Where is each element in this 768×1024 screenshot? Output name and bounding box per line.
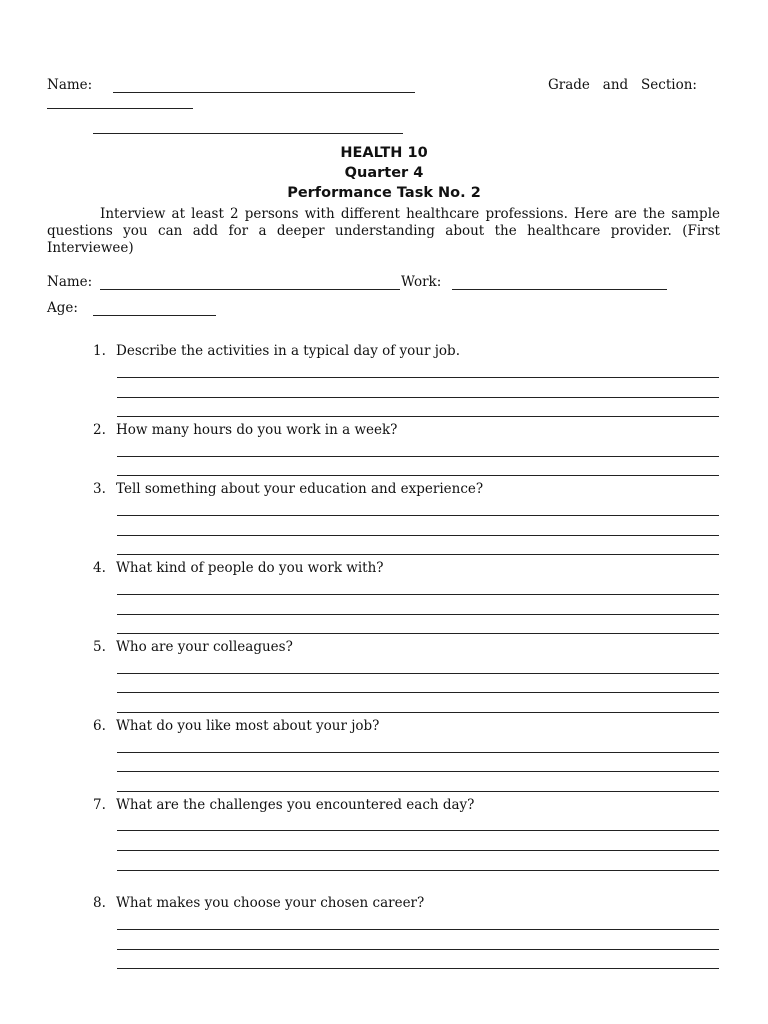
question-text: How many hours do you work in a week?: [116, 422, 398, 438]
question-number: 6.: [93, 718, 106, 734]
answer-line[interactable]: [117, 614, 719, 615]
question-text: What makes you choose your chosen career?: [116, 895, 425, 911]
question-text: Describe the activities in a typical day of your job.: [116, 343, 460, 359]
answer-line[interactable]: [117, 397, 719, 398]
answer-line[interactable]: [117, 594, 719, 595]
question-item: [93, 797, 474, 813]
question-number: 2.: [93, 422, 106, 438]
answer-line[interactable]: [117, 554, 719, 555]
subject-title: HEALTH 10: [340, 145, 428, 161]
question-number: 1.: [93, 343, 106, 359]
answer-line[interactable]: [117, 377, 719, 378]
question-number: 8.: [93, 895, 106, 911]
question-item: [93, 718, 379, 734]
name-field[interactable]: [113, 92, 415, 93]
answer-line[interactable]: [117, 850, 719, 851]
quarter-title: Quarter 4: [344, 165, 424, 181]
work-field[interactable]: [452, 289, 667, 290]
question-number: 4.: [93, 560, 106, 576]
grade-section-label: Grade and Section:: [548, 77, 697, 93]
answer-line[interactable]: [117, 515, 719, 516]
answer-line[interactable]: [117, 692, 719, 693]
age-label: Age:: [47, 300, 78, 316]
answer-line[interactable]: [117, 771, 719, 772]
interviewee-name-field[interactable]: [100, 289, 400, 290]
question-text: Who are your colleagues?: [116, 639, 293, 655]
question-item: [93, 895, 424, 911]
answer-line[interactable]: [117, 949, 719, 950]
question-number: 7.: [93, 797, 106, 813]
answer-line[interactable]: [117, 712, 719, 713]
answer-line[interactable]: [117, 968, 719, 969]
task-title: Performance Task No. 2: [287, 185, 481, 201]
grade-section-field[interactable]: [47, 108, 193, 109]
answer-line[interactable]: [117, 633, 719, 634]
instructions-text: Interview at least 2 persons with different healthcare professions. Here are the sample questions you can add for a deeper understanding about the healthcare provider. (First Interviewee): [47, 206, 720, 256]
grade-section-field-continued[interactable]: [93, 133, 403, 134]
answer-line[interactable]: [117, 416, 719, 417]
answer-line[interactable]: [117, 475, 719, 476]
question-item: [93, 481, 483, 497]
question-item: [93, 560, 384, 576]
question-text: Tell something about your education and experience?: [116, 481, 484, 497]
question-text: What do you like most about your job?: [116, 718, 380, 734]
answer-line[interactable]: [117, 929, 719, 930]
question-number: 3.: [93, 481, 106, 497]
question-item: [93, 639, 293, 655]
question-text: What kind of people do you work with?: [116, 560, 384, 576]
work-label: Work:: [401, 274, 442, 290]
question-item: [93, 343, 460, 359]
interviewee-name-label: Name:: [47, 274, 93, 290]
instructions-paragraph: [47, 206, 720, 257]
answer-line[interactable]: [117, 791, 719, 792]
name-label: Name:: [47, 77, 93, 93]
answer-line[interactable]: [117, 673, 719, 674]
answer-line[interactable]: [117, 535, 719, 536]
question-text: What are the challenges you encountered each day?: [116, 797, 475, 813]
question-item: [93, 422, 397, 438]
age-field[interactable]: [93, 315, 216, 316]
answer-line[interactable]: [117, 752, 719, 753]
question-number: 5.: [93, 639, 106, 655]
answer-line[interactable]: [117, 830, 719, 831]
answer-line[interactable]: [117, 456, 719, 457]
answer-line[interactable]: [117, 870, 719, 871]
